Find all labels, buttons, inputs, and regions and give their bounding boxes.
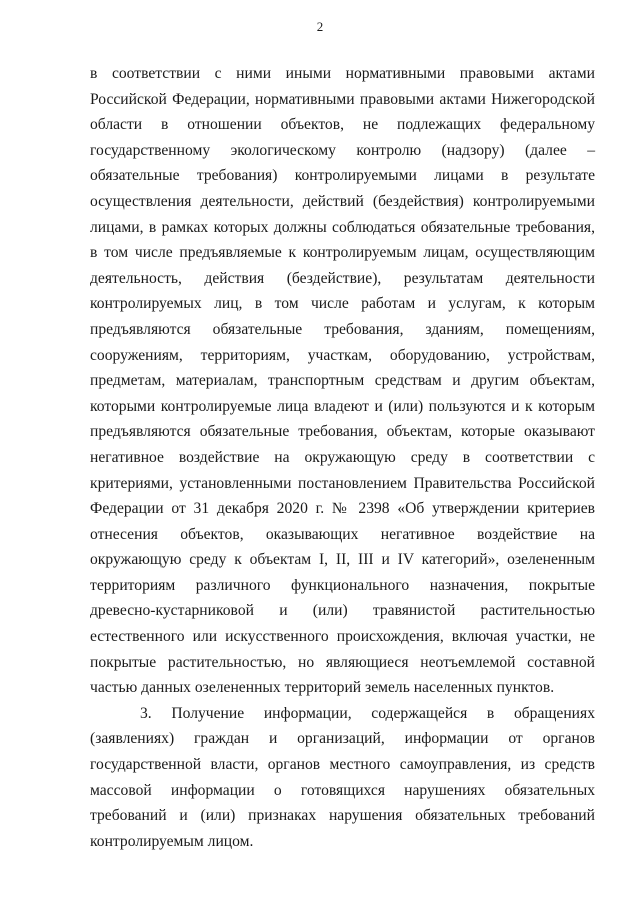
paragraph-continuation: в соответствии с ними иными нормативными правовыми актами Российской Федерации, нормативными правовыми актами Нижегородской области в отношении объектов, не подлежащих федеральному государственному экологическому контролю (надзору) (далее – обязательные требования) контролируемыми лицами в результате осуществления деятельности, действий (бездействия) контролируемыми лицами, в рамках которых должны соблюдаться обязательные требования, в том числе предъявляемые к контролируемым лицам, осуществляющим деятельность, действия (бездействие), результатам деятельности контролируемых лиц, в том числе работам и услугам, к которым предъявляются обязательные требования, зданиям, помещениям, сооружениям, территориям, участкам, оборудованию, устройствам, предметам, материалам, транспортным средствам и другим объектам, которыми контролируемые лица владеют и (или) пользуются и к которым предъявляются обязательные требования, объектам, которые оказывают негативное воздействие на окружающую среду в соответствии с критериями, установленными постановлением Правительства Российской Федерации от 31 декабря 2020 г. № 2398 «Об утверждении критериев отнесения объектов, оказывающих негативное воздействие на окружающую среду к объектам I, II, III и IV категорий», озелененным территориям различного функционального назначения, покрытые древесно-кустарниковой и (или) травянистой растительностью естественного или искусственного происхождения, включая участки, не покрытые растительностью, но являющиеся неотъемлемой составной частью данных озелененных территорий земель населенных пунктов. bbox=[90, 65, 595, 697]
page-number: 2 bbox=[316, 19, 324, 34]
document-body bbox=[90, 61, 595, 854]
paragraph-item-3: 3. Получение информации, содержащейся в обращениях (заявлениях) граждан и организаций, информации от органов государственной власти, органов местного самоуправления, из средств массовой информации о готовящихся нарушениях обязательных требований и (или) признаках нарушения обязательных требований контролируемым лицом. bbox=[90, 704, 595, 850]
